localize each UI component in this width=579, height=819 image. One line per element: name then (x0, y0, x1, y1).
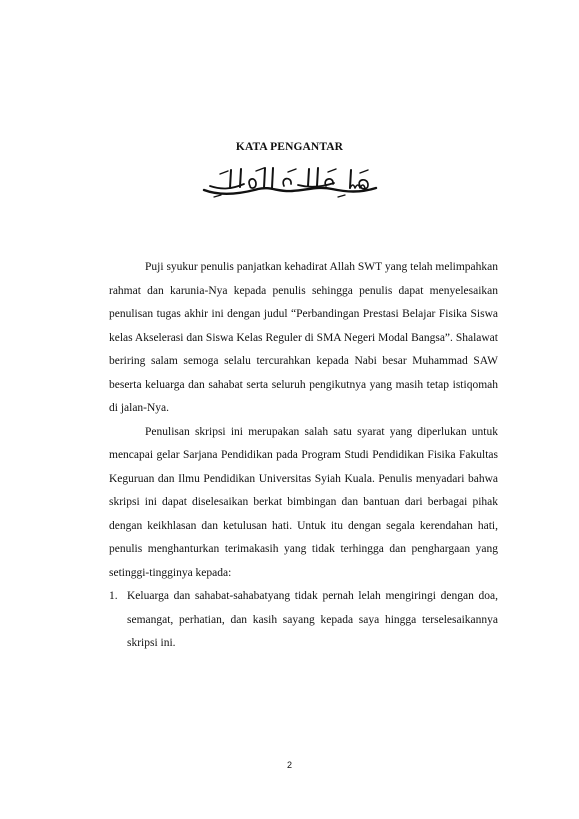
list-item (109, 585, 498, 656)
list-item-number: 1. (109, 590, 118, 602)
page-title: KATA PENGANTAR (235, 141, 344, 153)
paragraph: Penulisan skripsi ini merupakan salah satu syarat yang diperlukan untuk mencapai gelar Sarjana Pendidikan pada Program Studi Pendidikan Fisika Fakultas Keguruan dan Ilmu Pendidikan Universitas Syiah Kuala. Penulis menyadari bahwa skripsi ini dapat diselesaikan berkat bimbingan dan bantuan dari berbagai pihak dengan keikhlasan dan ketulusan hati. Untuk itu dengan segala kerendahan hati, penulis menghanturkan terimakasih yang tidak terhingga dan penghargaan yang setinggi-tingginya kepada: (109, 425, 498, 579)
document-body (109, 256, 498, 656)
page-number: 2 (286, 760, 292, 770)
paragraph: Puji syukur penulis panjatkan kehadirat Allah SWT yang telah melimpahkan rahmat dan karunia-Nya kepada penulis sehingga penulis dapat menyelesaikan penulisan tugas akhir ini dengan judul “Perbandingan Prestasi Belajar Fisika Siswa kelas Akselerasi dan Siswa Kelas Reguler di SMA Negeri Modal Bangsa”. Shalawat beriring salam semoga selalu tercurahkan kepada Nabi besar Muhammad SAW beserta keluarga dan sahabat serta seluruh pengikutnya yang masih tetap istiqomah di jalan-Nya. (109, 261, 498, 414)
list-item-text: Keluarga dan sahabat-sahabatyang tidak pernah lelah mengiringi dengan doa, semangat, perhatian, dan kasih sayang kepada saya hingga terselesaikannya skripsi ini. (127, 590, 498, 649)
basmalah-calligraphy (200, 164, 380, 200)
acknowledgement-list (109, 585, 498, 656)
